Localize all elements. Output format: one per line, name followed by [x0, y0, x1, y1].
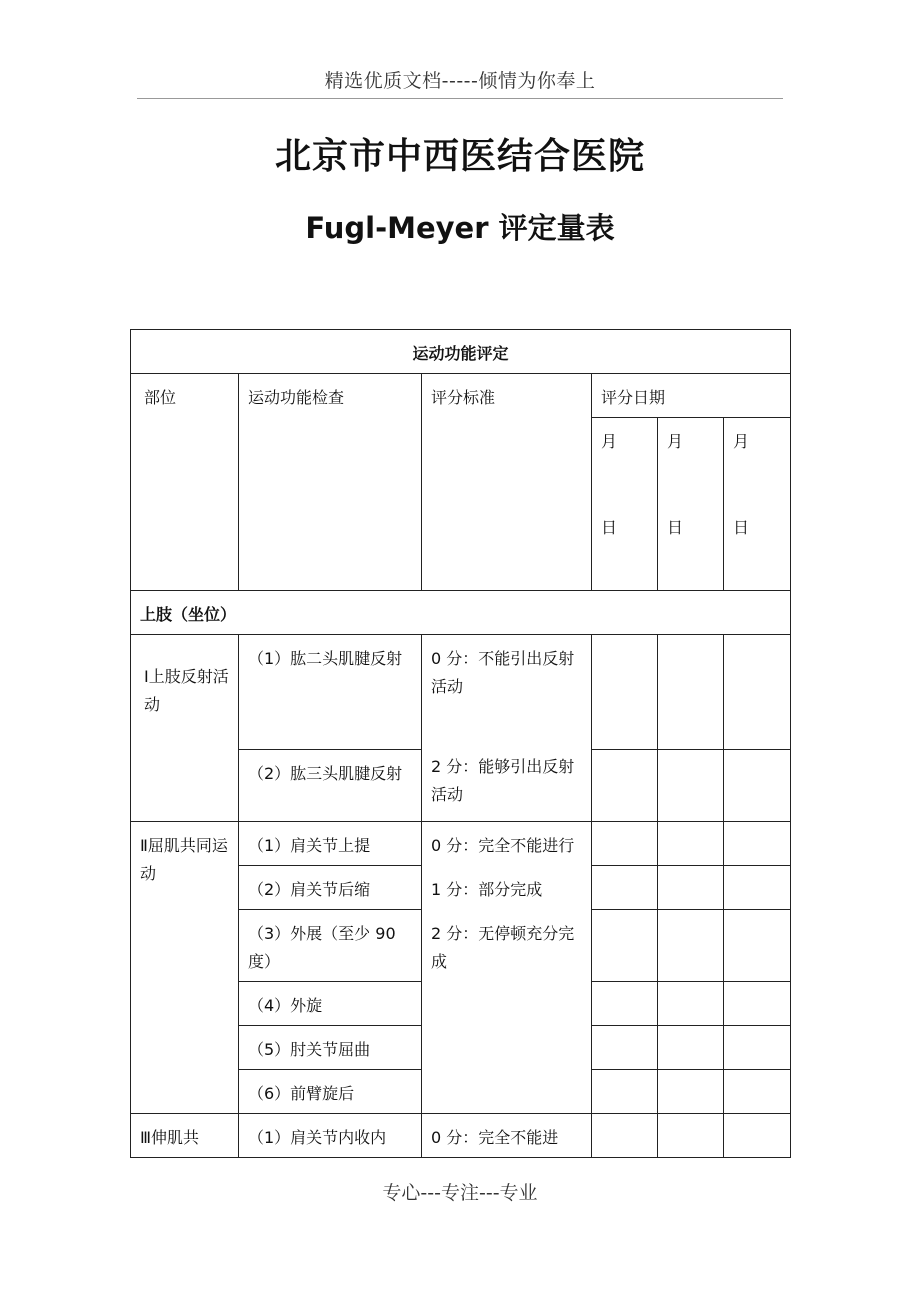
score-cell[interactable] — [658, 635, 724, 750]
day-label: 日 — [733, 518, 750, 537]
day-label: 日 — [667, 518, 684, 537]
page-footer: 专心---专注---专业 — [382, 1182, 538, 1204]
day-label: 日 — [601, 518, 618, 537]
group2-criteria — [422, 822, 592, 1114]
header-part: 部位 — [131, 374, 239, 591]
score-cell[interactable] — [592, 635, 658, 750]
document-subtitle: Fugl-Meyer 评定量表 — [305, 211, 615, 245]
group2-criteria-1: 1 分：部分完成 — [431, 880, 543, 899]
group1-criteria-0: 0 分：不能引出反射活动 — [431, 649, 575, 696]
score-cell[interactable] — [658, 982, 724, 1026]
score-cell[interactable] — [658, 1114, 724, 1158]
month-label: 月 — [601, 432, 618, 451]
header-rule — [137, 98, 783, 99]
group1-item-2: （2）肱三头肌腱反射 — [239, 750, 422, 822]
score-cell[interactable] — [658, 750, 724, 822]
header-check: 运动功能检查 — [239, 374, 422, 591]
group1-label: Ⅰ上肢反射活动 — [131, 635, 239, 822]
score-cell[interactable] — [592, 982, 658, 1026]
header-criteria: 评分标准 — [422, 374, 592, 591]
group2-item-3: （3）外展（至少 90 度） — [239, 910, 422, 982]
group2-item-4: （4）外旋 — [239, 982, 422, 1026]
score-cell[interactable] — [592, 1070, 658, 1114]
score-cell[interactable] — [592, 910, 658, 982]
score-cell[interactable] — [724, 635, 791, 750]
group1-criteria-2: 2 分：能够引出反射活动 — [431, 757, 575, 804]
group2-item-5: （5）肘关节屈曲 — [239, 1026, 422, 1070]
date-cell-1 — [592, 418, 658, 591]
group2-item-6: （6）前臂旋后 — [239, 1070, 422, 1114]
group2-criteria-2: 2 分：无停顿充分完成 — [431, 924, 575, 971]
score-cell[interactable] — [592, 866, 658, 910]
section-upper-limb: 上肢（坐位） — [131, 591, 791, 635]
group3-criteria: 0 分：完全不能进 — [422, 1114, 592, 1158]
table-caption: 运动功能评定 — [131, 330, 791, 374]
group2-item-2: （2）肩关节后缩 — [239, 866, 422, 910]
score-cell[interactable] — [724, 1070, 791, 1114]
score-cell[interactable] — [592, 750, 658, 822]
group1-criteria — [422, 635, 592, 822]
score-cell[interactable] — [724, 1114, 791, 1158]
group3-item-1: （1）肩关节内收内 — [239, 1114, 422, 1158]
score-cell[interactable] — [724, 822, 791, 866]
month-label: 月 — [667, 432, 684, 451]
score-cell[interactable] — [724, 982, 791, 1026]
date-cell-3 — [724, 418, 791, 591]
group1-item-1: （1）肱二头肌腱反射 — [239, 635, 422, 750]
group3-label: Ⅲ伸肌共 — [131, 1114, 239, 1158]
score-cell[interactable] — [658, 910, 724, 982]
group2-label: Ⅱ屈肌共同运动 — [131, 822, 239, 1114]
score-cell[interactable] — [724, 1026, 791, 1070]
score-cell[interactable] — [658, 1026, 724, 1070]
score-cell[interactable] — [724, 866, 791, 910]
score-cell[interactable] — [658, 822, 724, 866]
document-title: 北京市中西医结合医院 — [274, 136, 645, 177]
score-cell[interactable] — [592, 822, 658, 866]
score-cell[interactable] — [592, 1114, 658, 1158]
score-cell[interactable] — [658, 1070, 724, 1114]
score-cell[interactable] — [658, 866, 724, 910]
score-cell[interactable] — [592, 1026, 658, 1070]
score-cell[interactable] — [724, 750, 791, 822]
assessment-table — [130, 329, 791, 1158]
group2-criteria-0: 0 分：完全不能进行 — [431, 836, 575, 855]
group2-item-1: （1）肩关节上提 — [239, 822, 422, 866]
score-cell[interactable] — [724, 910, 791, 982]
page-header: 精选优质文档-----倾情为你奉上 — [324, 70, 596, 92]
month-label: 月 — [733, 432, 750, 451]
date-cell-2 — [658, 418, 724, 591]
header-date: 评分日期 — [592, 374, 791, 418]
